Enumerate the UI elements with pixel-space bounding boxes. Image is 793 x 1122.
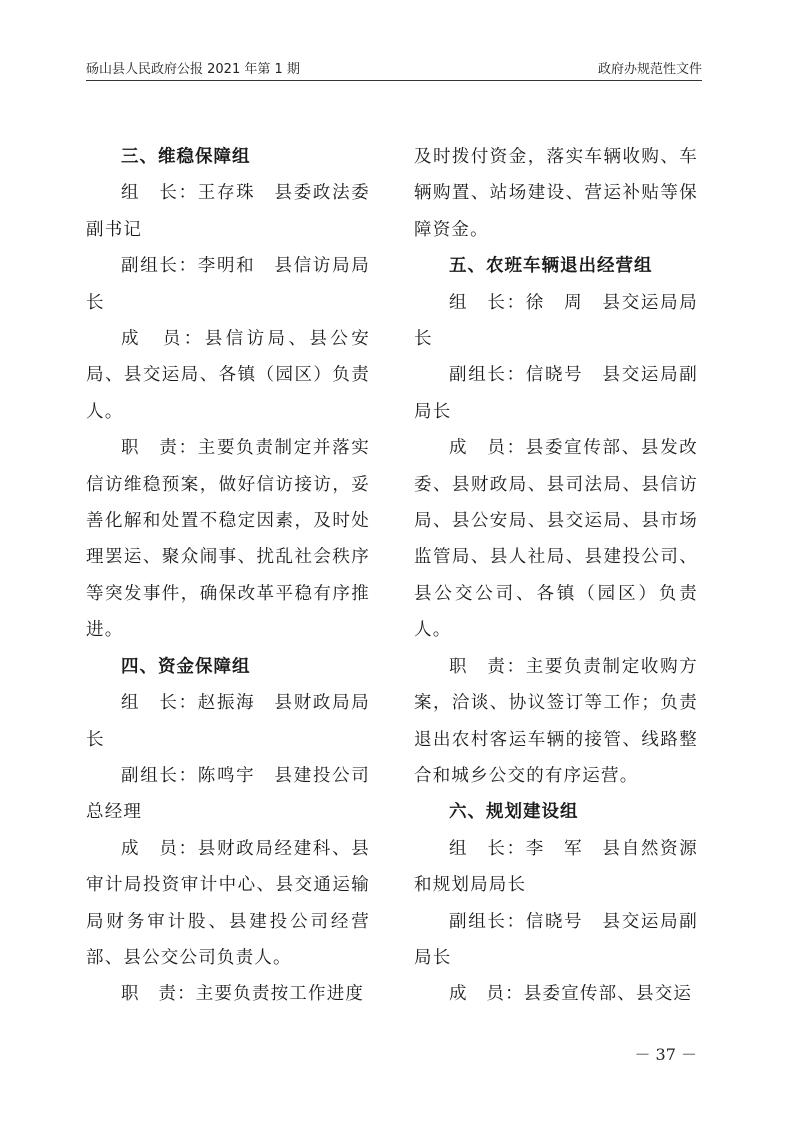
paragraph: 组 长：徐 周 县交运局局长 (414, 292, 698, 350)
paragraph: 副组长：信晓号 县交运局副局长 (414, 911, 698, 968)
section-heading: 六、规划建设组 (449, 802, 579, 823)
section-heading: 四、资金保障组 (121, 656, 251, 677)
section-heading: 五、农班车辆退出经营组 (449, 256, 653, 277)
right-column (414, 139, 698, 1013)
paragraph: 职 责：主要负责制定并落实信访维稳预案，做好信访接访，妥善化解和处置不稳定因素，及时处理罢运、聚众闹事、扰乱社会秩序等突发事件，确保改革平稳有序推进。 (86, 438, 370, 641)
paragraph: 成 员：县委宣传部、县交运 (449, 984, 693, 1005)
paragraph: 职 责：主要负责制定收购方案，洽谈、协议签订等工作；负责退出农村客运车辆的接管、线路整合和城乡公交的有序运营。 (414, 656, 698, 786)
gazette-title: 砀山县人民政府公报 2021 年第 1 期 (86, 62, 300, 77)
paragraph: 组 长：赵振海 县财政局局长 (86, 693, 370, 750)
paragraph: 成 员：县委宣传部、县发改委、县财政局、县司法局、县信访局、县公安局、县交运局、县市场监管局、县人社局、县建投公司、县公交公司、各镇（园区）负责人。 (414, 438, 698, 641)
left-column (86, 139, 370, 1013)
paragraph: 副组长：陈鸣宇 县建投公司总经理 (86, 765, 370, 823)
header-divider (86, 80, 702, 81)
page-header (86, 56, 702, 80)
section-heading: 三、维稳保障组 (121, 147, 251, 167)
paragraph: 副组长：信晓号 县交运局副局长 (414, 365, 698, 422)
paragraph-continued: 及时拨付资金，落实车辆收购、车辆购置、站场建设、营运补贴等保障资金。 (414, 147, 698, 240)
paragraph: 组 长：王存珠 县委政法委副书记 (86, 183, 370, 240)
section-title: 政府办规范性文件 (597, 62, 702, 77)
page-number: － 37 － (634, 1045, 697, 1064)
paragraph: 组 长：李 军 县自然资源和规划局局长 (414, 838, 698, 896)
paragraph: 成 员：县信访局、县公安局、县交运局、各镇（园区）负责人。 (86, 329, 370, 422)
paragraph: 副组长：李明和 县信访局局长 (86, 256, 370, 313)
paragraph: 职 责：主要负责按工作进度 (121, 984, 365, 1005)
paragraph: 成 员：县财政局经建科、县审计局投资审计中心、县交通运输局财务审计股、县建投公司经营部、县公交公司负责人。 (86, 838, 370, 968)
